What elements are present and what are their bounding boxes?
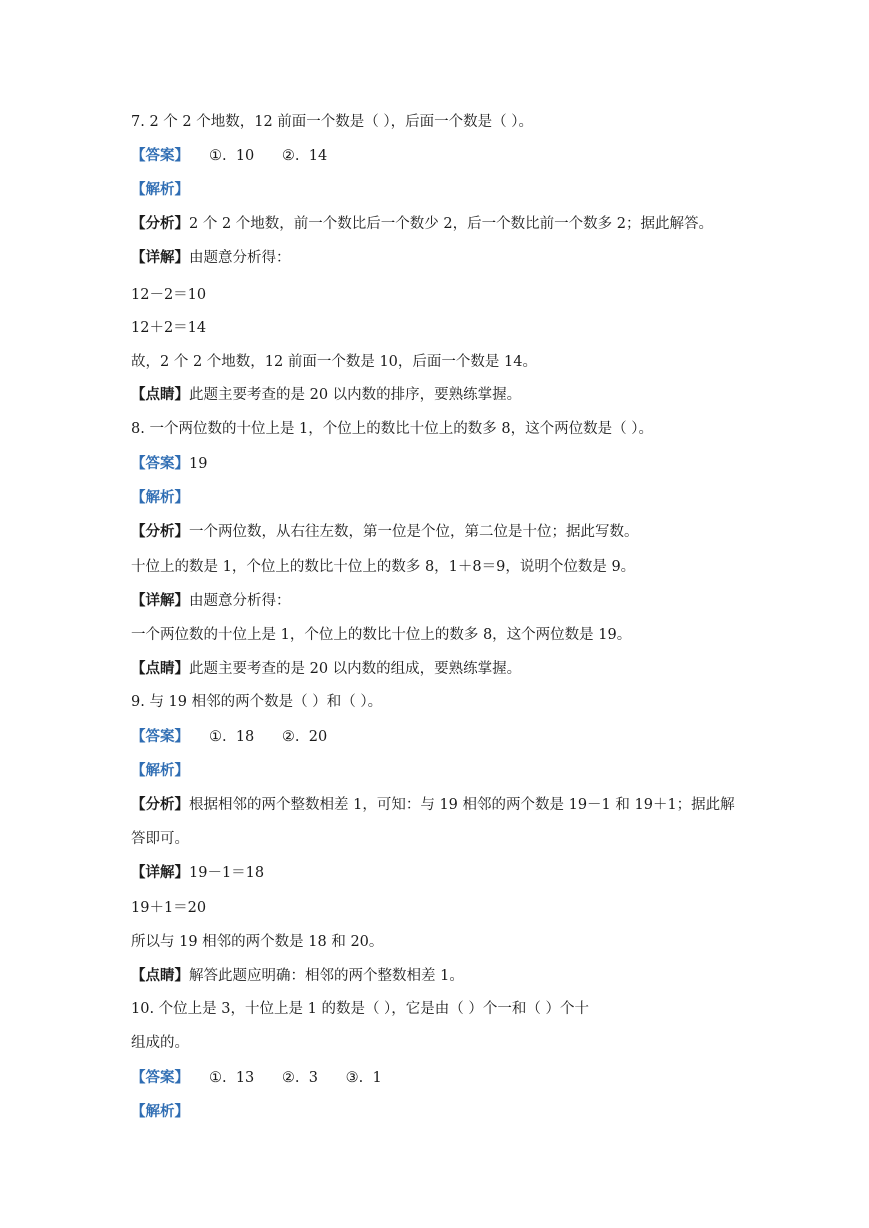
answer-tag: 【答案】 <box>131 455 189 472</box>
answer-text: 19 <box>189 456 208 472</box>
fenxi-text: 一个两位数，从右往左数，第一位是个位，第二位是十位；据此写数。 <box>189 524 639 540</box>
answer-line-8 <box>131 454 769 474</box>
answer-tag: 【答案】 <box>131 728 189 745</box>
fenxi-tag: 【分析】 <box>131 796 189 813</box>
conclusion-line: 故，2 个 2 个地数，12 前面一个数是 10，后面一个数是 14。 <box>131 354 537 370</box>
calc-line: 19＋1＝20 <box>131 900 207 916</box>
xiangjie-text: 由题意分析得： <box>189 593 291 609</box>
jiexi-tag: 【解析】 <box>131 489 189 506</box>
xiangjie-tag: 【详解】 <box>131 249 189 266</box>
dianjing-line-7 <box>131 385 769 405</box>
jiexi-tag: 【解析】 <box>131 762 189 779</box>
conclusion-line: 所以与 19 相邻的两个数是 18 和 20。 <box>131 934 384 950</box>
jiexi-line-8 <box>131 488 769 508</box>
jiexi-tag: 【解析】 <box>131 181 189 198</box>
answer-tag: 【答案】 <box>131 147 189 164</box>
dianjing-text: 解答此题应明确：相邻的两个整数相差 1。 <box>189 968 464 984</box>
xiangjie-tag: 【详解】 <box>131 592 189 609</box>
xiangjie-tag: 【详解】 <box>131 864 189 881</box>
answer-text: ①. 13 ②. 3 ③. 1 <box>209 1070 382 1086</box>
calc-line: 12－2＝10 <box>131 287 207 303</box>
xiangjie-line-9 <box>131 863 769 883</box>
dianjing-line-9 <box>131 966 769 986</box>
jiexi-tag: 【解析】 <box>131 1103 189 1120</box>
question-10-continuation: 组成的。 <box>131 1035 189 1051</box>
conclusion-line: 一个两位数的十位上是 1，个位上的数比十位上的数多 8，这个两位数是 19。 <box>131 627 632 643</box>
fenxi-continuation: 十位上的数是 1，个位上的数比十位上的数多 8，1＋8＝9，说明个位数是 9。 <box>131 559 636 575</box>
calc-line: 12＋2＝14 <box>131 320 207 336</box>
jiexi-line-7 <box>131 180 769 200</box>
xiangjie-text: 19－1＝18 <box>189 865 265 881</box>
fenxi-tag: 【分析】 <box>131 215 189 232</box>
answer-line-7 <box>131 146 769 166</box>
dianjing-line-8 <box>131 659 769 679</box>
fenxi-line-7 <box>131 214 769 234</box>
fenxi-tag: 【分析】 <box>131 523 189 540</box>
jiexi-line-9 <box>131 761 769 781</box>
fenxi-continuation: 答即可。 <box>131 831 189 847</box>
dianjing-tag: 【点睛】 <box>131 386 189 403</box>
fenxi-line-8 <box>131 522 769 542</box>
fenxi-line-9 <box>131 795 769 815</box>
dianjing-text: 此题主要考查的是 20 以内数的组成，要熟练掌握。 <box>189 661 522 677</box>
fenxi-text: 2 个 2 个地数，前一个数比后一个数少 2，后一个数比前一个数多 2；据此解答。 <box>189 216 713 232</box>
answer-line-9 <box>131 727 769 747</box>
xiangjie-line-7 <box>131 248 769 268</box>
dianjing-text: 此题主要考查的是 20 以内数的排序，要熟练掌握。 <box>189 387 522 403</box>
question-9: 9. 与 19 相邻的两个数是（ ）和（ ）。 <box>131 694 383 710</box>
dianjing-tag: 【点睛】 <box>131 660 189 677</box>
fenxi-text: 根据相邻的两个整数相差 1，可知：与 19 相邻的两个数是 19－1 和 19＋1；据此解 <box>189 797 735 813</box>
answer-text: ①. 10 ②. 14 <box>209 148 328 164</box>
question-7: 7. 2 个 2 个地数，12 前面一个数是（ ），后面一个数是（ ）。 <box>131 114 533 130</box>
question-8: 8. 一个两位数的十位上是 1，个位上的数比十位上的数多 8，这个两位数是（ ）。 <box>131 421 653 437</box>
xiangjie-text: 由题意分析得： <box>189 250 291 266</box>
dianjing-tag: 【点睛】 <box>131 967 189 984</box>
jiexi-line-10 <box>131 1102 769 1122</box>
answer-line-10 <box>131 1068 769 1088</box>
question-10: 10. 个位上是 3，十位上是 1 的数是（ ），它是由（ ）个一和（ ）个十 <box>131 1001 590 1017</box>
answer-tag: 【答案】 <box>131 1069 189 1086</box>
xiangjie-line-8 <box>131 591 769 611</box>
answer-text: ①. 18 ②. 20 <box>209 729 328 745</box>
